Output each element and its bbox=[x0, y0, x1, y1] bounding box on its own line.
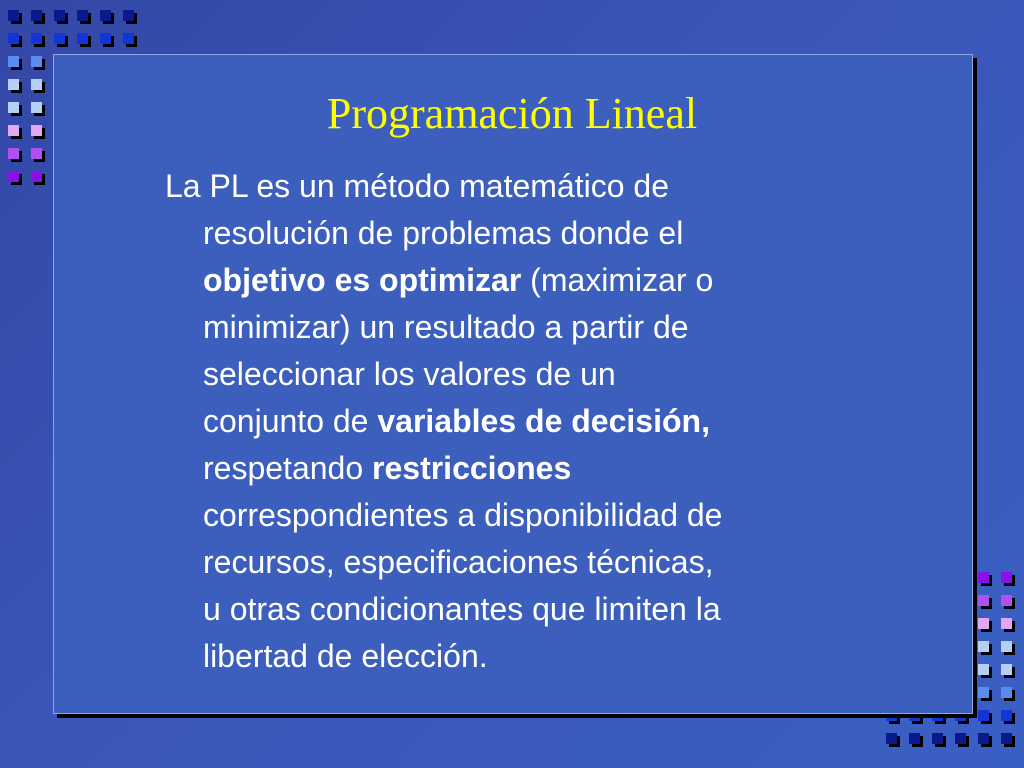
decorative-dot bbox=[978, 687, 989, 698]
body-text-segment: respetando bbox=[203, 450, 373, 486]
decorative-dot bbox=[1001, 710, 1012, 721]
body-text-segment: libertad de elección. bbox=[203, 638, 488, 674]
body-line bbox=[165, 163, 865, 210]
decorative-dot bbox=[8, 56, 19, 67]
body-line bbox=[165, 257, 865, 304]
decorative-dot bbox=[8, 33, 19, 44]
decorative-dot bbox=[8, 148, 19, 159]
decorative-dot bbox=[1001, 687, 1012, 698]
decorative-dot bbox=[100, 10, 111, 21]
decorative-dot bbox=[31, 56, 42, 67]
slide-body-paragraph bbox=[165, 163, 865, 680]
decorative-dot bbox=[978, 710, 989, 721]
body-emphasis: objetivo es optimizar bbox=[203, 262, 522, 298]
decorative-dot bbox=[886, 733, 897, 744]
decorative-dot bbox=[955, 733, 966, 744]
decorative-dot bbox=[978, 618, 989, 629]
decorative-dot bbox=[932, 733, 943, 744]
body-line bbox=[165, 210, 865, 257]
body-text-segment: correspondientes a disponibilidad de bbox=[203, 497, 723, 533]
decorative-dot bbox=[31, 171, 42, 182]
body-line bbox=[165, 445, 865, 492]
decorative-dot bbox=[8, 10, 19, 21]
decorative-dot bbox=[1001, 641, 1012, 652]
decorative-dot bbox=[978, 595, 989, 606]
body-line bbox=[165, 398, 865, 445]
decorative-dot bbox=[123, 33, 134, 44]
decorative-dot bbox=[909, 733, 920, 744]
decorative-dot bbox=[31, 148, 42, 159]
body-line bbox=[165, 539, 865, 586]
decorative-dot bbox=[978, 641, 989, 652]
decorative-dot bbox=[54, 10, 65, 21]
body-text-segment: recursos, especificaciones técnicas, bbox=[203, 544, 714, 580]
decorative-dot bbox=[978, 733, 989, 744]
body-line bbox=[165, 586, 865, 633]
decorative-dot bbox=[77, 10, 88, 21]
decorative-dot bbox=[77, 33, 88, 44]
decorative-dot bbox=[1001, 595, 1012, 606]
decorative-dot bbox=[1001, 664, 1012, 675]
decorative-dot bbox=[1001, 572, 1012, 583]
body-text-segment: (maximizar o bbox=[521, 262, 714, 298]
decorative-dot bbox=[54, 33, 65, 44]
body-text-segment: seleccionar los valores de un bbox=[203, 356, 616, 392]
body-emphasis: restricciones bbox=[372, 450, 572, 486]
body-text-segment: conjunto de bbox=[203, 403, 378, 439]
body-text-segment: minimizar) un resultado a partir de bbox=[203, 309, 689, 345]
body-line bbox=[165, 304, 865, 351]
decorative-dot bbox=[123, 10, 134, 21]
body-text-segment: u otras condicionantes que limiten la bbox=[203, 591, 721, 627]
body-line bbox=[165, 633, 865, 680]
decorative-dot bbox=[31, 10, 42, 21]
decorative-dot bbox=[1001, 618, 1012, 629]
decorative-dot bbox=[978, 664, 989, 675]
body-text-segment: La PL es un método matemático de bbox=[165, 168, 669, 204]
body-emphasis: variables de decisión, bbox=[377, 403, 710, 439]
body-text-segment: resolución de problemas donde el bbox=[203, 215, 684, 251]
decorative-dot bbox=[31, 33, 42, 44]
decorative-dot bbox=[978, 572, 989, 583]
slide-title: Programación Lineal bbox=[326, 89, 698, 138]
body-line bbox=[165, 351, 865, 398]
decorative-dot bbox=[100, 33, 111, 44]
body-line bbox=[165, 492, 865, 539]
decorative-dot bbox=[8, 171, 19, 182]
decorative-dot bbox=[1001, 733, 1012, 744]
